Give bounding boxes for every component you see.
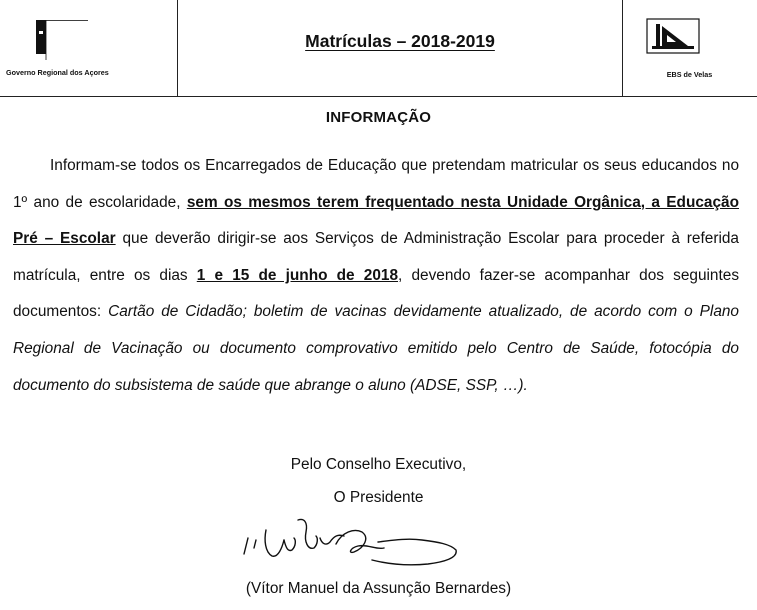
notice-body — [13, 148, 739, 404]
page-title: Matrículas – 2018-2019 — [305, 31, 495, 51]
notice-condition: sem os mesmos terem frequentado nesta Unidade Orgânica, a Educação Pré – Escolar — [13, 193, 739, 248]
notice-heading: INFORMAÇÃO — [325, 109, 432, 126]
government-label: Governo Regional dos Açores — [6, 68, 109, 77]
enrollment-dates: 1 e 15 de junho de 2018 — [196, 266, 399, 284]
signatory-name: (Vítor Manuel da Assunção Bernardes) — [245, 580, 512, 597]
required-documents: Cartão de Cidadão; boletim de vacinas devidamente atualizado, de acordo com o Plano Regional de Vacinação ou documento comprovativo emitido pelo Centro de Saúde, fotocópia do documento do subsistema de saúde que abrange o aluno (ADSE, SSP, …). — [13, 303, 739, 394]
notice-intro: Informam-se todos os Encarregados de Educação que pretendam matricular os seus educandos no 1º ano de escolaridade, — [13, 157, 739, 211]
closing-line: Pelo Conselho Executivo, — [290, 456, 467, 473]
ebs-velas-school-logo-icon — [646, 18, 700, 54]
notice-documents-intro: , devendo fazer-se acompanhar dos seguintes documentos: — [13, 266, 740, 321]
document-header — [0, 0, 757, 97]
closing-role: O Presidente — [333, 489, 424, 506]
regional-government-emblem-icon — [36, 20, 88, 60]
notice-instructions: que deverão dirigir-se aos Serviços de Administração Escolar para proceder à referida matrícula, entre os dias — [13, 230, 739, 284]
school-label: EBS de Velas — [666, 70, 713, 79]
handwritten-signature-icon — [238, 510, 468, 572]
